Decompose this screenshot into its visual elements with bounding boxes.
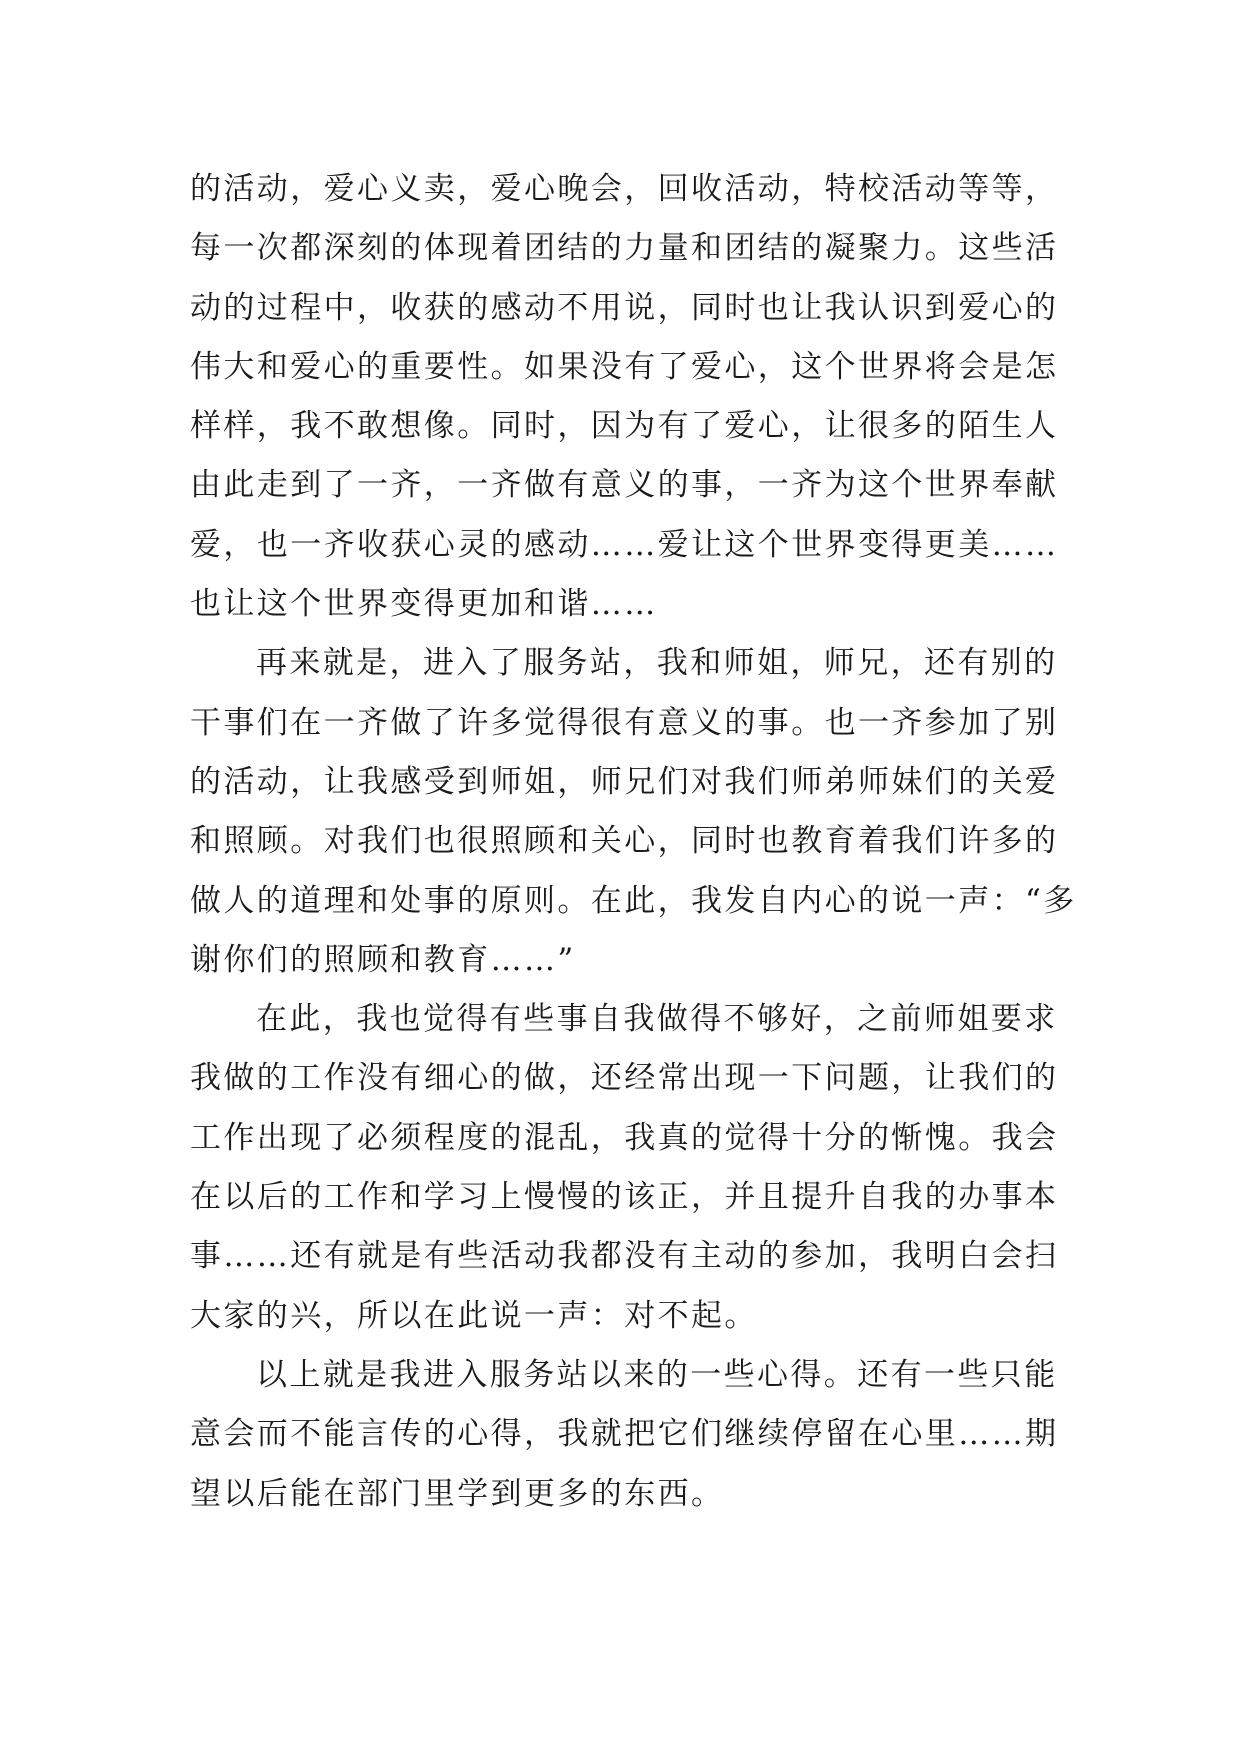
paragraph-1: [190, 160, 1062, 634]
text-line: 也让这个世界变得更加和谐……: [190, 586, 658, 623]
text-line: 望以后能在部门里学到更多的东西。: [190, 1475, 725, 1512]
text-line: 的活动，让我感受到师姐，师兄们对我们师弟师妹们的关爱: [190, 763, 1059, 800]
text-line: 谢你们的照顾和教育……”: [190, 941, 576, 978]
text-line: 干事们在一齐做了许多觉得很有意义的事。也一齐参加了别: [190, 704, 1059, 741]
text-line: 伟大和爱心的重要性。如果没有了爱心，这个世界将会是怎: [190, 348, 1059, 385]
text-line: 由此走到了一齐，一齐做有意义的事，一齐为这个世界奉献: [190, 467, 1059, 504]
text-line: 动的过程中，收获的感动不用说，同时也让我认识到爱心的: [190, 289, 1059, 326]
text-line: 工作出现了必须程度的混乱，我真的觉得十分的惭愧。我会: [190, 1119, 1059, 1156]
text-line: 我做的工作没有细心的做，还经常出现一下问题，让我们的: [190, 1060, 1059, 1097]
text-line: 在以后的工作和学习上慢慢的该正，并且提升自我的办事本: [190, 1179, 1059, 1216]
paragraph-3: [190, 990, 1062, 1346]
text-line: 事……还有就是有些活动我都没有主动的参加，我明白会扫: [190, 1238, 1059, 1275]
text-line-first: 在此，我也觉得有些事自我做得不够好，之前师姐要求: [256, 1001, 1058, 1038]
text-line: 每一次都深刻的体现着团结的力量和团结的凝聚力。这些活: [190, 230, 1059, 267]
text-line: 意会而不能言传的心得，我就把它们继续停留在心里……期: [190, 1416, 1059, 1453]
text-line: 样样，我不敢想像。同时，因为有了爱心，让很多的陌生人: [190, 408, 1059, 445]
paragraph-2: [190, 634, 1077, 990]
text-line: 做人的道理和处事的原则。在此，我发自内心的说一声：“多: [190, 882, 1077, 919]
text-line: 和照顾。对我们也很照顾和关心，同时也教育着我们许多的: [190, 823, 1059, 860]
text-line: 爱，也一齐收获心灵的感动……爱让这个世界变得更美……: [190, 526, 1059, 563]
text-line: 大家的兴，所以在此说一声：对不起。: [190, 1297, 758, 1334]
paragraph-4: [190, 1346, 1062, 1524]
document-body: [190, 160, 1077, 1524]
text-line-first: 以上就是我进入服务站以来的一些心得。还有一些只能: [256, 1356, 1058, 1393]
text-line-first: 再来就是，进入了服务站，我和师姐，师兄，还有别的: [256, 645, 1058, 682]
text-line: 的活动，爱心义卖，爱心晚会，回收活动，特校活动等等，: [190, 171, 1059, 207]
